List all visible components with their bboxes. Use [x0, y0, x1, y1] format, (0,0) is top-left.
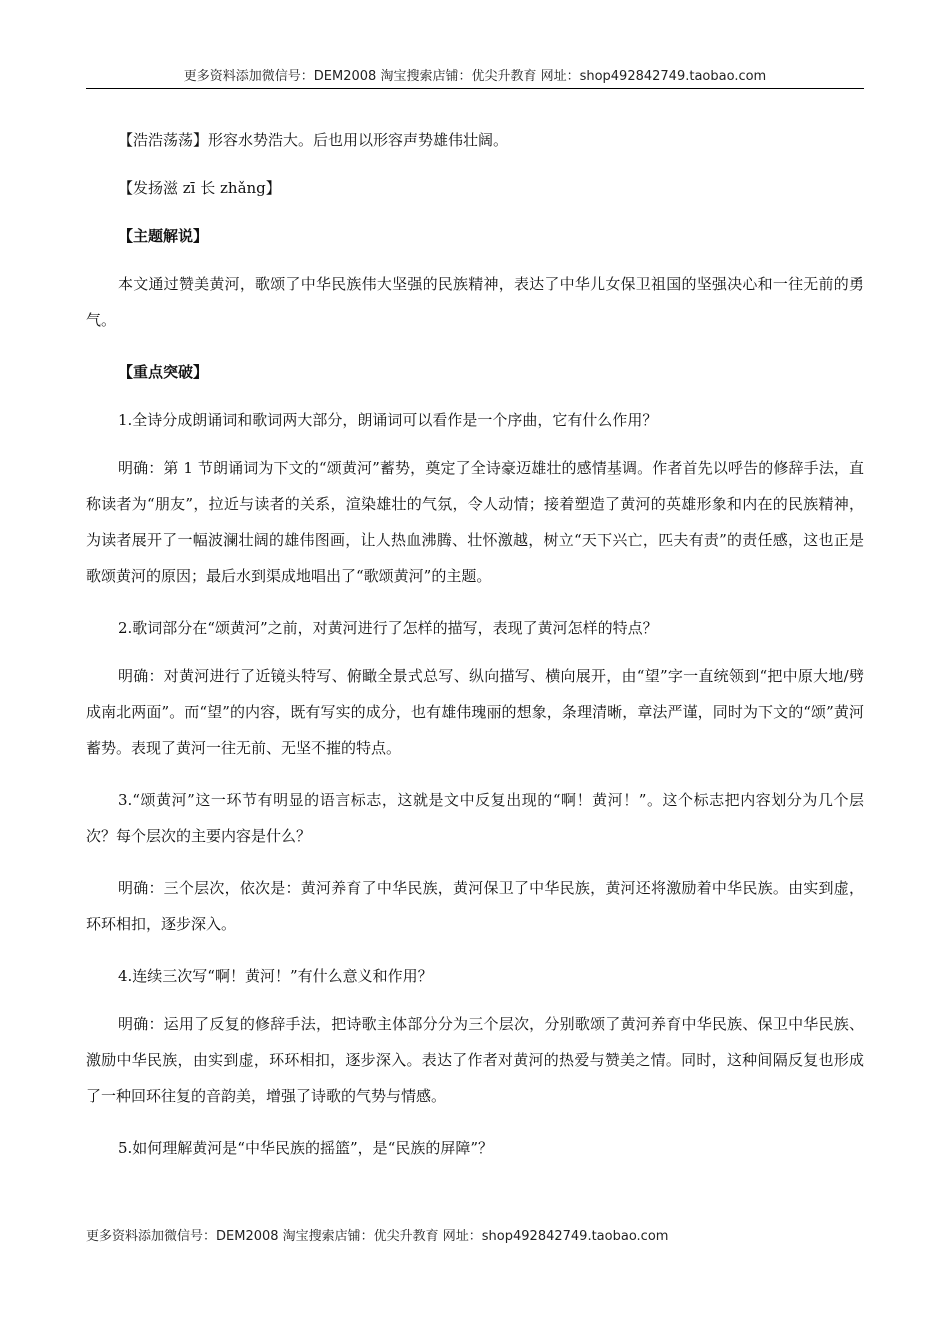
- question-1: 1.全诗分成朗诵词和歌词两大部分，朗诵词可以看作是一个序曲，它有什么作用？: [118, 411, 658, 429]
- header-divider: [86, 88, 864, 89]
- theme-paragraph: 本文通过赞美黄河，歌颂了中华民族伟大坚强的民族精神，表达了中华儿女保卫祖国的坚强决心和一往无前的勇气。: [86, 275, 864, 329]
- vocab-fayangzizhang: 【发扬滋 zī 长 zhǎng】: [118, 179, 281, 197]
- question-4: 4.连续三次写“啊！黄河！”有什么意义和作用？: [118, 967, 433, 985]
- section-heading-theme: 【主题解说】: [118, 227, 209, 245]
- answer-2: 明确：对黄河进行了近镜头特写、俯瞰全景式总写、纵向描写、横向展开，由“望”字一直统领到“把中原大地/劈成南北两面”。而“望”的内容，既有写实的成分，也有雄伟瑰丽的想象，条理清晰，章法严谨，同时为下文的“颂”黄河蓄势。表现了黄河一往无前、无坚不摧的特点。: [86, 667, 864, 757]
- question-3: 3.“颂黄河”这一环节有明显的语言标志，这就是文中反复出现的“啊！黄河！”。这个标志把内容划分为几个层次？每个层次的主要内容是什么？: [86, 791, 864, 845]
- answer-3: 明确：三个层次，依次是：黄河养育了中华民族，黄河保卫了中华民族，黄河还将激励着中华民族。由实到虚，环环相扣，逐步深入。: [86, 879, 864, 933]
- vocab-haohaodangdang: 【浩浩荡荡】形容水势浩大。后也用以形容声势雄伟壮阔。: [118, 131, 509, 149]
- document-body: [86, 122, 864, 1178]
- question-5: 5.如何理解黄河是“中华民族的摇篮”，是“民族的屏障”？: [118, 1139, 493, 1157]
- question-2: 2.歌词部分在“颂黄河”之前，对黄河进行了怎样的描写，表现了黄河怎样的特点？: [118, 619, 658, 637]
- answer-4: 明确：运用了反复的修辞手法，把诗歌主体部分分为三个层次，分别歌颂了黄河养育中华民族、保卫中华民族、激励中华民族，由实到虚，环环相扣，逐步深入。表达了作者对黄河的热爱与赞美之情。同时，这种间隔反复也形成了一种回环往复的音韵美，增强了诗歌的气势与情感。: [86, 1015, 864, 1105]
- page-footer: 更多资料添加微信号：DEM2008 淘宝搜索店铺：优尖升教育 网址：shop492842749.taobao.com: [86, 1229, 669, 1244]
- answer-1: 明确：第 1 节朗诵词为下文的“颂黄河”蓄势，奠定了全诗豪迈雄壮的感情基调。作者首先以呼告的修辞手法，直称读者为“朋友”，拉近与读者的关系，渲染雄壮的气氛，令人动情；接着塑造了黄河的英雄形象和内在的民族精神，为读者展开了一幅波澜壮阔的雄伟图画，让人热血沸腾、壮怀激越，树立“天下兴亡，匹夫有责”的责任感，这也正是歌颂黄河的原因；最后水到渠成地唱出了“歌颂黄河”的主题。: [86, 459, 864, 585]
- page-header: 更多资料添加微信号：DEM2008 淘宝搜索店铺：优尖升教育 网址：shop492842749.taobao.com: [183, 69, 767, 84]
- section-heading-key-points: 【重点突破】: [118, 363, 209, 381]
